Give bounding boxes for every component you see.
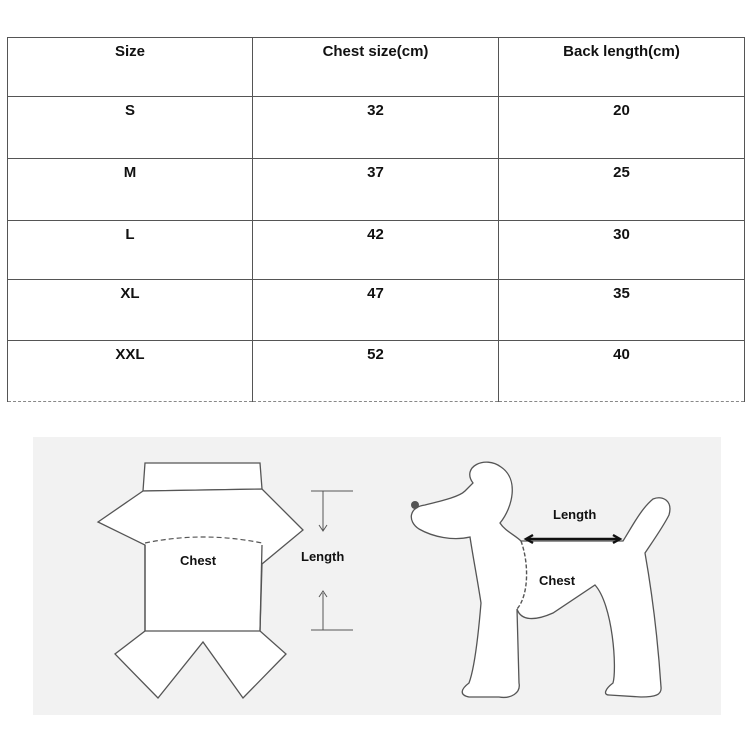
garment-chest-label: Chest bbox=[180, 553, 217, 568]
header-back-length: Back length(cm) bbox=[499, 38, 745, 97]
cell-size: XXL bbox=[8, 341, 253, 402]
garment-body bbox=[98, 489, 303, 698]
cell-size: XL bbox=[8, 280, 253, 341]
dog-nose bbox=[411, 501, 419, 509]
garment-collar bbox=[143, 463, 262, 491]
cell-length: 35 bbox=[499, 280, 745, 341]
dog-length-label: Length bbox=[553, 507, 597, 522]
table-row bbox=[8, 341, 745, 402]
cell-length: 20 bbox=[499, 97, 745, 159]
garment-outline bbox=[98, 463, 303, 698]
cell-size: L bbox=[8, 221, 253, 280]
table-header-row bbox=[8, 38, 745, 97]
measurement-diagram-svg bbox=[33, 437, 721, 715]
cell-length: 25 bbox=[499, 159, 745, 221]
table-row bbox=[8, 159, 745, 221]
table-row bbox=[8, 280, 745, 341]
measurement-diagram bbox=[33, 437, 721, 715]
table-row bbox=[8, 221, 745, 280]
header-chest-size: Chest size(cm) bbox=[253, 38, 499, 97]
cell-size: S bbox=[8, 97, 253, 159]
size-chart-table bbox=[7, 37, 745, 402]
cell-chest: 37 bbox=[253, 159, 499, 221]
table-row bbox=[8, 97, 745, 159]
cell-chest: 47 bbox=[253, 280, 499, 341]
cell-chest: 52 bbox=[253, 341, 499, 402]
cell-chest: 32 bbox=[253, 97, 499, 159]
garment-length-label: Length bbox=[301, 549, 345, 564]
dog-chest-label: Chest bbox=[539, 573, 576, 588]
cell-chest: 42 bbox=[253, 221, 499, 280]
cell-length: 30 bbox=[499, 221, 745, 280]
header-size: Size bbox=[8, 38, 253, 97]
cell-length: 40 bbox=[499, 341, 745, 402]
cell-size: M bbox=[8, 159, 253, 221]
